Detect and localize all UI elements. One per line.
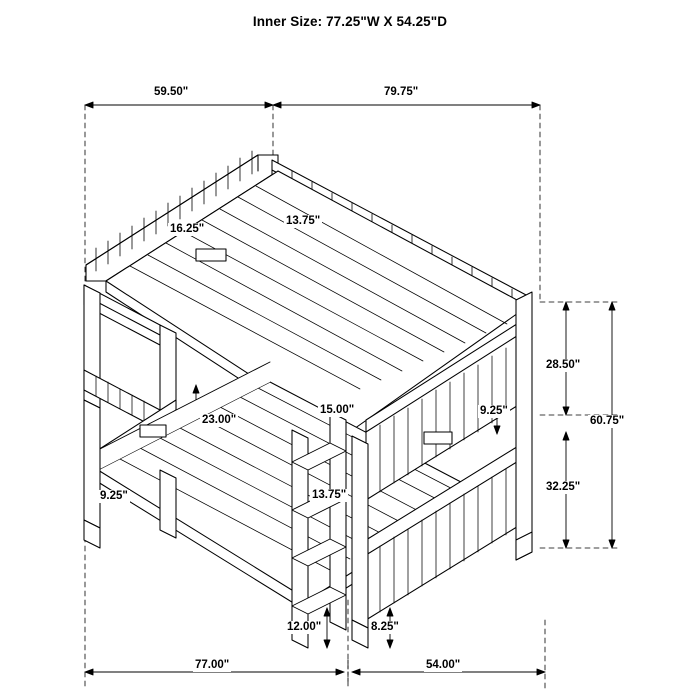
dimension-label-bottom-left-width: 77.00"	[195, 659, 230, 671]
dimension-label-headboard-rail: 16.25"	[170, 223, 205, 235]
dimension-label-upper-bunk-height: 28.50"	[546, 359, 581, 371]
dimension-label-top-left-width: 59.50"	[154, 86, 189, 98]
page-title: Inner Size: 77.25"W X 54.25"D	[252, 14, 448, 29]
dimension-label-upper-guard-rail: 13.75"	[286, 215, 321, 227]
dimension-label-bottom-right-width: 54.00"	[426, 659, 461, 671]
dimension-label-lower-bunk-height: 32.25"	[546, 481, 581, 493]
dimension-label-top-right-width: 79.75"	[384, 86, 419, 98]
dimension-label-upper-clearance: 23.00"	[202, 414, 237, 426]
dimension-label-right-rail-height: 9.25"	[480, 405, 508, 417]
dimension-label-lower-guard-rail: 13.75"	[312, 489, 347, 501]
dimension-label-lower-rail-height: 9.25"	[100, 490, 128, 502]
dimension-label-ladder-floor-gap: 12.00"	[287, 621, 322, 633]
dimension-label-leg-floor-gap: 8.25"	[371, 621, 399, 633]
dimension-label-ladder-step-gap: 15.00"	[320, 404, 355, 416]
dimension-label-total-height: 60.75"	[590, 415, 625, 427]
